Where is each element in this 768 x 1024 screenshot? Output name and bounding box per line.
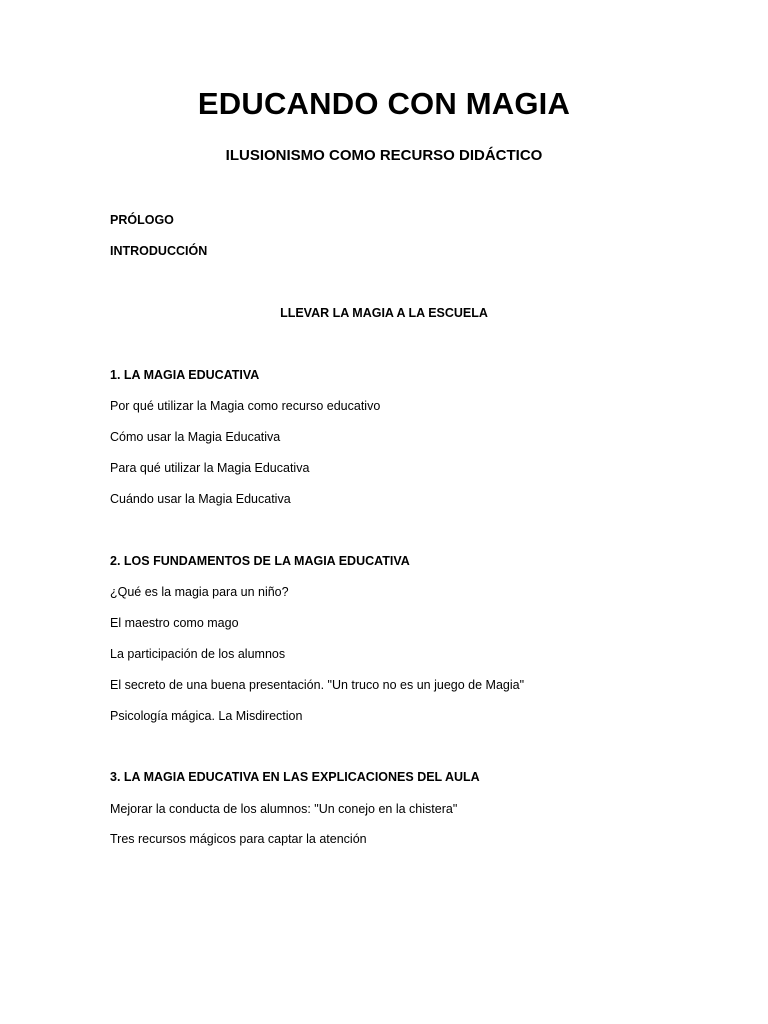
toc-item: El secreto de una buena presentación. "Un truco no es un juego de Magia": [110, 678, 525, 692]
toc-item: Cuándo usar la Magia Educativa: [110, 492, 291, 506]
toc-item: La participación de los alumnos: [110, 647, 286, 661]
chapter-heading: 3. LA MAGIA EDUCATIVA EN LAS EXPLICACIONES DEL AULA: [110, 770, 480, 784]
toc-item: Psicología mágica. La Misdirection: [110, 709, 303, 723]
toc-item: Para qué utilizar la Magia Educativa: [110, 461, 310, 475]
document-subtitle: ILUSIONISMO COMO RECURSO DIDÁCTICO: [225, 147, 543, 164]
toc-item: Mejorar la conducta de los alumnos: "Un conejo en la chistera": [110, 802, 458, 816]
toc-prologo: PRÓLOGO: [110, 213, 174, 227]
toc-item: ¿Qué es la magia para un niño?: [110, 585, 289, 599]
toc-item: El maestro como mago: [110, 616, 239, 630]
toc-introduccion: INTRODUCCIÓN: [110, 244, 208, 258]
chapter-heading: 1. LA MAGIA EDUCATIVA: [110, 368, 260, 382]
toc-item: Por qué utilizar la Magia como recurso educativo: [110, 399, 381, 413]
toc-item: Tres recursos mágicos para captar la atención: [110, 832, 367, 846]
chapter-heading: 2. LOS FUNDAMENTOS DE LA MAGIA EDUCATIVA: [110, 554, 410, 568]
document-title: EDUCANDO CON MAGIA: [197, 86, 571, 121]
toc-item: Cómo usar la Magia Educativa: [110, 430, 281, 444]
part-title: LLEVAR LA MAGIA A LA ESCUELA: [280, 306, 488, 320]
